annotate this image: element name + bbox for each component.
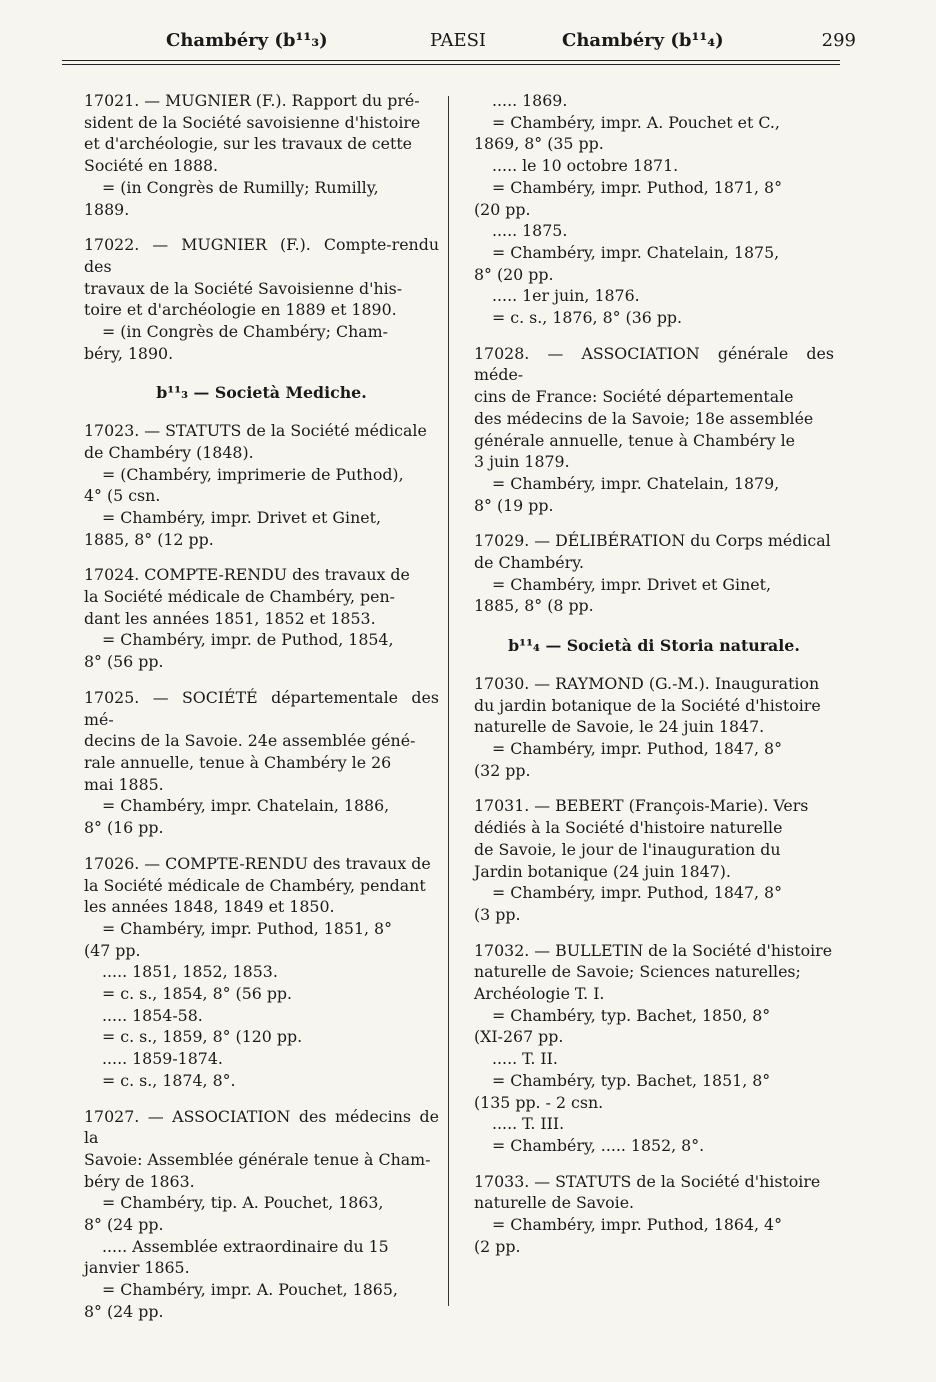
column-divider [448, 96, 449, 1306]
entry-line: la Société médicale de Chambéry, pen- [84, 587, 395, 607]
catalog-entry [474, 673, 834, 782]
catalog-entry [474, 530, 834, 617]
entry-line: = Chambéry, typ. Bachet, 1851, 8° [492, 1070, 771, 1090]
entry-line: = Chambéry, impr. Chatelain, 1875, [492, 242, 780, 262]
entry-line: (20 pp. [474, 199, 531, 219]
entry-line: naturelle de Savoie, le 24 juin 1847. [474, 717, 765, 737]
entry-line: 8° (16 pp. [84, 818, 164, 838]
entry-line: 1885, 8° (12 pp. [84, 529, 214, 549]
section-heading: b¹¹₄ — Società di Storia naturale. [508, 636, 800, 656]
entry-line: 17028. — ASSOCIATION générale des méde- [474, 343, 834, 385]
entry-line: = c. s., 1874, 8°. [102, 1070, 236, 1090]
entry-line: rale annuelle, tenue à Chambéry le 26 [84, 752, 392, 772]
entry-line: de Savoie, le jour de l'inauguration du [474, 839, 781, 859]
entry-line: 17029. — DÉLIBÉRATION du Corps médical [474, 531, 831, 551]
entry-line: = Chambéry, impr. Puthod, 1871, 8° [492, 177, 782, 197]
entry-line: 17027. — ASSOCIATION des médecins de la [84, 1106, 439, 1148]
entry-line: et d'archéologie, sur les travaux de cette [84, 134, 413, 154]
entry-line: ..... 1875. [492, 221, 568, 241]
entry-line: générale annuelle, tenue à Chambéry le [474, 430, 796, 450]
running-header [66, 30, 856, 60]
section-heading: b¹¹₃ — Società Mediche. [156, 383, 367, 403]
entry-line: = Chambéry, impr. Puthod, 1847, 8° [492, 738, 782, 758]
entry-line: ..... 1854-58. [102, 1005, 203, 1025]
header-right-title: Chambéry (b¹¹₄) [562, 30, 724, 51]
catalog-entry [474, 343, 834, 517]
entry-line: = Chambéry, impr. Drivet et Ginet, [492, 574, 771, 594]
entry-line: = Chambéry, impr. Drivet et Ginet, [102, 507, 381, 527]
entry-line: ..... le 10 octobre 1871. [492, 156, 679, 176]
entry-line: 17025. — SOCIÉTÉ départementale des mé- [84, 687, 439, 729]
entry-line: = c. s., 1859, 8° (120 pp. [102, 1027, 303, 1047]
entry-line: 17022. — MUGNIER (F.). Compte-rendu des [84, 235, 439, 276]
entry-line: toire et d'archéologie en 1889 et 1890. [84, 300, 397, 320]
entry-line: janvier 1865. [84, 1258, 190, 1278]
catalog-entry [84, 687, 439, 839]
entry-line: = (in Congrès de Chambéry; Cham- [102, 322, 388, 342]
entry-line: 8° (20 pp. [474, 264, 554, 284]
catalog-entry [84, 234, 439, 364]
entry-line: sident de la Société savoisienne d'histoire [84, 112, 421, 132]
entry-line: de Chambéry (1848). [84, 442, 254, 462]
entry-line: = Chambéry, impr. Puthod, 1851, 8° [102, 918, 392, 938]
entry-line: de Chambéry. [474, 553, 584, 573]
entry-line: des médecins de la Savoie; 18e assemblée [474, 408, 814, 428]
entry-line: ..... 1er juin, 1876. [492, 286, 640, 306]
entry-line: = (in Congrès de Rumilly; Rumilly, [102, 177, 379, 197]
entry-line: = (Chambéry, imprimerie de Puthod), [102, 464, 404, 484]
entry-line: béry, 1890. [84, 343, 174, 363]
entry-line: = Chambéry, impr. Chatelain, 1879, [492, 473, 780, 493]
entry-line: naturelle de Savoie; Sciences naturelles; [474, 962, 801, 982]
entry-line: Jardin botanique (24 juin 1847). [474, 861, 731, 881]
entry-line: = Chambéry, impr. Puthod, 1864, 4° [492, 1215, 782, 1235]
entry-line: 17024. COMPTE-RENDU des travaux de [84, 565, 410, 585]
entry-line: (XI-267 pp. [474, 1027, 564, 1047]
entry-line: 4° (5 csn. [84, 486, 161, 506]
catalog-entry [474, 90, 834, 329]
entry-line: = c. s., 1854, 8° (56 pp. [102, 984, 293, 1004]
entry-line: 17032. — BULLETIN de la Société d'histoire [474, 940, 833, 960]
entry-line: dédiés à la Société d'histoire naturelle [474, 818, 783, 838]
entry-line: dant les années 1851, 1852 et 1853. [84, 608, 376, 628]
right-column [474, 90, 834, 1271]
entry-line: travaux de la Société Savoisienne d'his- [84, 278, 403, 298]
entry-line: 8° (24 pp. [84, 1215, 164, 1235]
entry-line: = c. s., 1876, 8° (36 pp. [492, 308, 683, 328]
catalog-entry [84, 1106, 439, 1323]
entry-line: ..... 1851, 1852, 1853. [102, 962, 278, 982]
page-number: 299 [821, 30, 856, 51]
entry-line: (32 pp. [474, 760, 531, 780]
header-left-title: Chambéry (b¹¹₃) [166, 30, 328, 51]
entry-line: mai 1885. [84, 774, 164, 794]
entry-line: 17023. — STATUTS de la Société médicale [84, 421, 427, 441]
entry-line: (47 pp. [84, 940, 141, 960]
entry-line: (2 pp. [474, 1236, 521, 1256]
entry-line: = Chambéry, impr. Chatelain, 1886, [102, 796, 390, 816]
entry-line: 1869, 8° (35 pp. [474, 134, 604, 154]
entry-line: 17026. — COMPTE-RENDU des travaux de [84, 853, 431, 873]
catalog-entry [474, 1171, 834, 1258]
entry-line: ..... T. III. [492, 1114, 565, 1134]
entry-line: = Chambéry, ..... 1852, 8°. [492, 1135, 705, 1155]
catalog-entry [474, 940, 834, 1157]
entry-line: ..... T. II. [492, 1049, 558, 1069]
entry-line: 8° (24 pp. [84, 1301, 164, 1321]
entry-line: = Chambéry, impr. A. Pouchet, 1865, [102, 1280, 398, 1300]
catalog-entry [84, 564, 439, 673]
entry-line: 1889. [84, 199, 130, 219]
entry-line: 1885, 8° (8 pp. [474, 596, 594, 616]
entry-line: du jardin botanique de la Société d'histoire [474, 695, 821, 715]
entry-line: Savoie: Assemblée générale tenue à Cham- [84, 1149, 431, 1169]
entry-line: ..... 1869. [492, 91, 568, 110]
entry-line: 17031. — BEBERT (François-Marie). Vers [474, 796, 809, 816]
entry-line: = Chambéry, impr. A. Pouchet et C., [492, 112, 780, 132]
entry-line: 17030. — RAYMOND (G.-M.). Inauguration [474, 673, 820, 693]
left-column [84, 90, 439, 1337]
entry-line: naturelle de Savoie. [474, 1193, 635, 1213]
entry-line: (135 pp. - 2 csn. [474, 1092, 604, 1112]
catalog-entry [84, 420, 439, 550]
entry-line: cins de France: Société départementale [474, 387, 794, 407]
header-center-title: PAESI [430, 30, 487, 51]
entry-line: = Chambéry, typ. Bachet, 1850, 8° [492, 1005, 771, 1025]
entry-line: Archéologie T. I. [474, 984, 605, 1004]
entry-line: 17033. — STATUTS de la Société d'histoire [474, 1171, 821, 1191]
entry-line: decins de la Savoie. 24e assemblée géné- [84, 731, 416, 751]
entry-line: = Chambéry, tip. A. Pouchet, 1863, [102, 1193, 384, 1213]
entry-line: ..... 1859-1874. [102, 1049, 223, 1069]
catalog-entry [84, 90, 439, 220]
entry-line: ..... Assemblée extraordinaire du 15 [102, 1236, 389, 1256]
entry-line: Société en 1888. [84, 156, 219, 176]
entry-line: = Chambéry, impr. de Puthod, 1854, [102, 630, 394, 650]
entry-line: (3 pp. [474, 904, 521, 924]
catalog-entry [84, 853, 439, 1092]
catalog-entry [474, 795, 834, 925]
entry-line: la Société médicale de Chambéry, pendant [84, 875, 426, 895]
entry-line: 8° (19 pp. [474, 495, 554, 515]
entry-line: 8° (56 pp. [84, 652, 164, 672]
header-rule-bottom [62, 64, 840, 65]
entry-line: 17021. — MUGNIER (F.). Rapport du pré- [84, 91, 420, 110]
entry-line: béry de 1863. [84, 1171, 195, 1191]
entry-line: = Chambéry, impr. Puthod, 1847, 8° [492, 883, 782, 903]
entry-line: 3 juin 1879. [474, 452, 570, 472]
header-rule-top [62, 60, 840, 61]
entry-line: les années 1848, 1849 et 1850. [84, 897, 335, 917]
